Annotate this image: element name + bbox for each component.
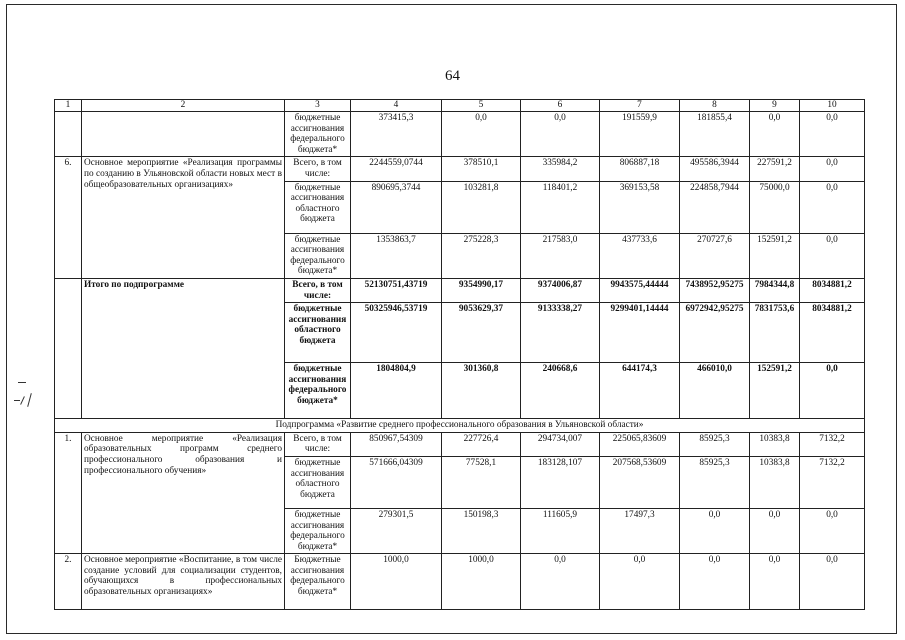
value-cell: 217583,0 xyxy=(521,233,600,278)
value-cell: 890695,3744 xyxy=(351,181,442,233)
value-cell: 7984344,8 xyxy=(750,278,800,302)
value-cell: 111605,9 xyxy=(521,508,600,553)
row-name: Итого по подпрограмме xyxy=(82,278,285,418)
value-cell: 191559,9 xyxy=(600,112,680,157)
value-cell: 50325946,53719 xyxy=(351,303,442,363)
column-header-7: 7 xyxy=(600,100,680,112)
value-cell: 335984,2 xyxy=(521,157,600,181)
column-header-2: 2 xyxy=(82,100,285,112)
column-header-3: 3 xyxy=(285,100,351,112)
value-cell: 85925,3 xyxy=(680,432,750,456)
scan-mark xyxy=(18,382,26,383)
source-cell: бюджетные ассигнования федерального бюджета* xyxy=(285,363,351,419)
value-cell: 0,0 xyxy=(521,112,600,157)
value-cell: 378510,1 xyxy=(442,157,521,181)
value-cell: 0,0 xyxy=(800,233,865,278)
value-cell: 0,0 xyxy=(800,112,865,157)
value-cell: 571666,04309 xyxy=(351,456,442,508)
column-header-6: 6 xyxy=(521,100,600,112)
value-cell: 225065,83609 xyxy=(600,432,680,456)
value-cell: 806887,18 xyxy=(600,157,680,181)
row-name: Основное мероприятие «Реализация программы по созданию в Ульяновской области новых мест в общеобразовательных организациях» xyxy=(82,157,285,279)
table-row xyxy=(55,157,865,181)
value-cell: 8034881,2 xyxy=(800,278,865,302)
value-cell: 7438952,95275 xyxy=(680,278,750,302)
value-cell: 495586,3944 xyxy=(680,157,750,181)
table-row xyxy=(55,278,865,302)
row-number: 2. xyxy=(55,554,82,610)
value-cell: 0,0 xyxy=(800,181,865,233)
row-name: Основное мероприятие «Воспитание, в том числе создание условий для социализации студентов, обучающихся в профессиональных образовательных организациях» xyxy=(82,554,285,610)
value-cell: 1000,0 xyxy=(351,554,442,610)
source-cell: Всего, в том числе: xyxy=(285,432,351,456)
subprogram-row xyxy=(55,419,865,433)
value-cell: 9943575,44444 xyxy=(600,278,680,302)
value-cell: 437733,6 xyxy=(600,233,680,278)
value-cell: 152591,2 xyxy=(750,233,800,278)
value-cell: 7132,2 xyxy=(800,432,865,456)
value-cell: 240668,6 xyxy=(521,363,600,419)
source-cell: бюджетные ассигнования областного бюджета xyxy=(285,181,351,233)
value-cell: 0,0 xyxy=(750,554,800,610)
value-cell: 85925,3 xyxy=(680,456,750,508)
value-cell: 224858,7944 xyxy=(680,181,750,233)
column-header-10: 10 xyxy=(800,100,865,112)
value-cell: 75000,0 xyxy=(750,181,800,233)
value-cell: 150198,3 xyxy=(442,508,521,553)
value-cell: 1353863,7 xyxy=(351,233,442,278)
column-header-1: 1 xyxy=(55,100,82,112)
value-cell: 0,0 xyxy=(680,508,750,553)
value-cell: 7132,2 xyxy=(800,456,865,508)
value-cell: 9374006,87 xyxy=(521,278,600,302)
value-cell: 183128,107 xyxy=(521,456,600,508)
scan-mark xyxy=(14,400,20,401)
row-number: 1. xyxy=(55,432,82,554)
value-cell: 373415,3 xyxy=(351,112,442,157)
value-cell: 77528,1 xyxy=(442,456,521,508)
value-cell: 152591,2 xyxy=(750,363,800,419)
source-cell: Бюджетные ассигнования федерального бюджета* xyxy=(285,554,351,610)
table2-row xyxy=(55,432,865,456)
value-cell: 275228,3 xyxy=(442,233,521,278)
value-cell: 9299401,14444 xyxy=(600,303,680,363)
value-cell: 279301,5 xyxy=(351,508,442,553)
value-cell: 9133338,27 xyxy=(521,303,600,363)
row-name xyxy=(82,112,285,157)
value-cell: 270727,6 xyxy=(680,233,750,278)
value-cell: 10383,8 xyxy=(750,432,800,456)
table-row xyxy=(55,112,865,157)
value-cell: 227591,2 xyxy=(750,157,800,181)
value-cell: 644174,3 xyxy=(600,363,680,419)
value-cell: 1804804,9 xyxy=(351,363,442,419)
table2-row xyxy=(55,554,865,610)
value-cell: 17497,3 xyxy=(600,508,680,553)
value-cell: 1000,0 xyxy=(442,554,521,610)
source-cell: бюджетные ассигнования областного бюджета xyxy=(285,303,351,363)
header-row xyxy=(55,100,865,112)
value-cell: 9053629,37 xyxy=(442,303,521,363)
column-header-8: 8 xyxy=(680,100,750,112)
value-cell: 8034881,2 xyxy=(800,303,865,363)
source-cell: Всего, в том числе: xyxy=(285,157,351,181)
budget-table xyxy=(54,99,865,610)
value-cell: 0,0 xyxy=(750,112,800,157)
value-cell: 9354990,17 xyxy=(442,278,521,302)
value-cell: 0,0 xyxy=(800,157,865,181)
source-cell: бюджетные ассигнования федерального бюджета* xyxy=(285,233,351,278)
value-cell: 10383,8 xyxy=(750,456,800,508)
subprogram-title: Подпрограмма «Развитие среднего профессионального образования в Ульяновской области» xyxy=(55,419,865,433)
source-cell: бюджетные ассигнования федерального бюджета* xyxy=(285,508,351,553)
value-cell: 7831753,6 xyxy=(750,303,800,363)
value-cell: 181855,4 xyxy=(680,112,750,157)
value-cell: 52130751,43719 xyxy=(351,278,442,302)
value-cell: 0,0 xyxy=(800,363,865,419)
value-cell: 0,0 xyxy=(442,112,521,157)
value-cell: 0,0 xyxy=(600,554,680,610)
value-cell: 294734,007 xyxy=(521,432,600,456)
column-header-4: 4 xyxy=(351,100,442,112)
value-cell: 6972942,95275 xyxy=(680,303,750,363)
source-cell: Всего, в том числе: xyxy=(285,278,351,302)
value-cell: 2244559,0744 xyxy=(351,157,442,181)
row-number xyxy=(55,278,82,418)
value-cell: 0,0 xyxy=(750,508,800,553)
value-cell: 369153,58 xyxy=(600,181,680,233)
value-cell: 0,0 xyxy=(800,508,865,553)
value-cell: 103281,8 xyxy=(442,181,521,233)
source-cell: бюджетные ассигнования федерального бюджета* xyxy=(285,112,351,157)
column-header-5: 5 xyxy=(442,100,521,112)
row-number: 6. xyxy=(55,157,82,279)
source-cell: бюджетные ассигнования областного бюджета xyxy=(285,456,351,508)
value-cell: 0,0 xyxy=(680,554,750,610)
column-header-9: 9 xyxy=(750,100,800,112)
value-cell: 301360,8 xyxy=(442,363,521,419)
row-name: Основное мероприятие «Реализация образовательных программ среднего профессионального образования и профессионального обучения» xyxy=(82,432,285,554)
value-cell: 0,0 xyxy=(521,554,600,610)
value-cell: 227726,4 xyxy=(442,432,521,456)
value-cell: 466010,0 xyxy=(680,363,750,419)
value-cell: 118401,2 xyxy=(521,181,600,233)
value-cell: 850967,54309 xyxy=(351,432,442,456)
row-number xyxy=(55,112,82,157)
page-number: 64 xyxy=(445,68,460,84)
value-cell: 207568,53609 xyxy=(600,456,680,508)
value-cell: 0,0 xyxy=(800,554,865,610)
